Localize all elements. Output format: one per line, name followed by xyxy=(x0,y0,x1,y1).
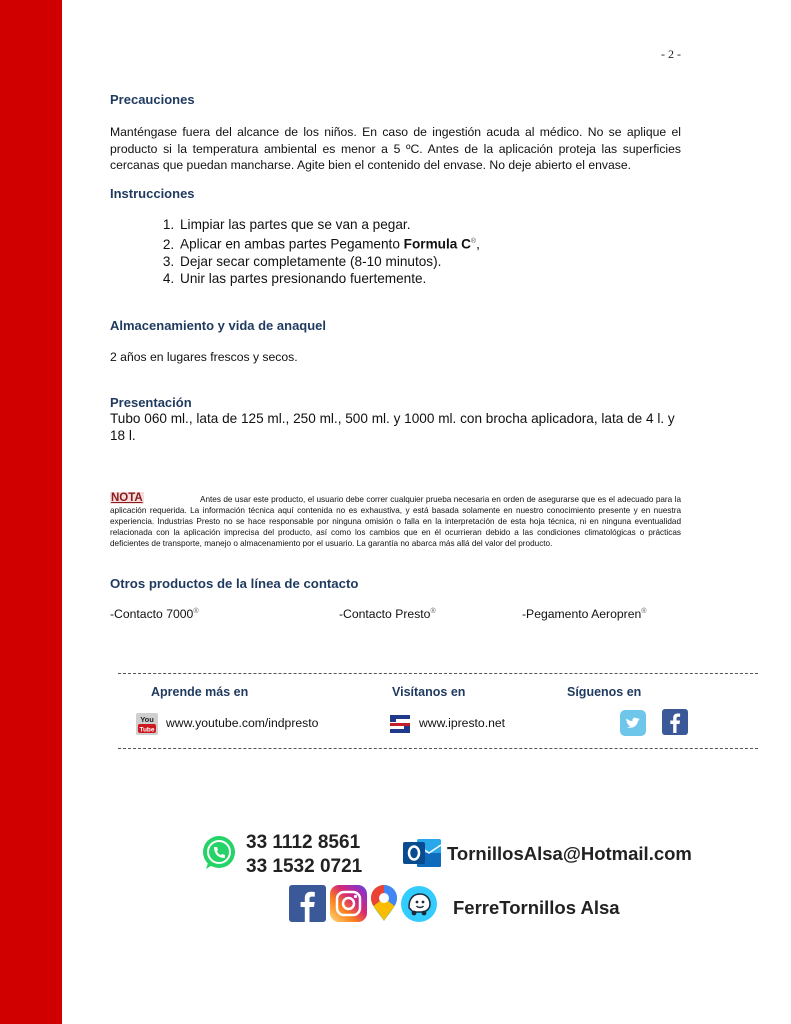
facebook-icon[interactable] xyxy=(289,885,326,927)
precauciones-heading: Precauciones xyxy=(110,92,195,107)
instruction-step: 2. Aplicar en ambas partes Pegamento Formula C®, xyxy=(178,233,598,253)
website-link[interactable]: www.ipresto.net xyxy=(419,716,506,730)
instagram-icon[interactable] xyxy=(330,885,367,927)
red-side-bar xyxy=(0,0,62,1024)
outlook-icon[interactable] xyxy=(403,835,443,876)
presto-logo-icon[interactable] xyxy=(388,712,412,741)
youtube-link[interactable]: www.youtube.com/indpresto xyxy=(166,716,319,730)
formula-c-brand: Formula C xyxy=(403,236,471,252)
presentacion-heading: Presentación xyxy=(110,395,192,410)
instructions-list xyxy=(138,216,598,287)
email-address[interactable]: TornillosAlsa@Hotmail.com xyxy=(447,843,692,864)
almacenamiento-text: 2 años en lugares frescos y secos. xyxy=(110,350,298,364)
phone-number-1[interactable]: 33 1112 8561 xyxy=(246,832,361,853)
google-maps-icon[interactable] xyxy=(369,884,399,927)
instruction-step: 1. Limpiar las partes que se van a pegar. xyxy=(178,216,598,233)
presentacion-text: Tubo 060 ml., lata de 125 ml., 250 ml., 500 ml. y 1000 ml. con brocha aplicadora, lata de 4 l. y 18 l. xyxy=(110,411,675,443)
divider-top xyxy=(118,673,758,674)
siguenos-heading: Síguenos en xyxy=(567,685,642,699)
otros-productos-heading: Otros productos de la línea de contacto xyxy=(110,576,359,591)
product-item: -Contacto 7000® xyxy=(110,607,199,621)
aprende-heading: Aprende más en xyxy=(151,685,249,699)
precauciones-text: Manténgase fuera del alcance de los niños. En caso de ingestión acuda al médico. No se aplique el producto si la temperatura ambiental es menor a 5 ºC. Antes de la aplicación proteja las superficies cercanas que puedan mancharse. Agite bien el contenido del envase. No deje abierto el envase. xyxy=(110,125,681,172)
svg-text:Tube: Tube xyxy=(139,726,155,734)
instrucciones-heading: Instrucciones xyxy=(110,186,195,201)
divider-bottom xyxy=(118,748,758,749)
product-item: -Pegamento Aeropren® xyxy=(522,607,647,621)
product-item: -Contacto Presto® xyxy=(339,607,436,621)
visitanos-heading: Visítanos en xyxy=(392,685,466,699)
svg-text:You: You xyxy=(140,715,154,724)
phone-number-2[interactable]: 33 1532 0721 xyxy=(246,856,363,877)
facebook-icon[interactable] xyxy=(662,709,688,740)
whatsapp-icon[interactable] xyxy=(200,834,238,877)
page-number: - 2 - xyxy=(661,47,681,61)
nota-text: Antes de usar este producto, el usuario debe correr cualquier prueba necesaria en orden de asegurarse que es el adecuado para la aplicación requerida. La información técnica aquí contenida no es exhaustiva, y está basada solamente en nuestro conocimiento presente y en nuestra experiencia. Industrias Presto no se hace responsable por ninguna omisión o falla en la interpretación de esta hoja técnica, ni en ninguna eventualidad relacionada con la aplicación imprecisa del producto, así como los cambios que en él ocurrieran debido a las condiciones climatológicas o prácticas deficientes de transporte, manejo o almacenamiento por el usuario. La garantía no abarca más allá del valor del producto. xyxy=(110,495,681,548)
twitter-icon[interactable] xyxy=(620,710,646,741)
almacenamiento-heading: Almacenamiento y vida de anaquel xyxy=(110,318,327,333)
nota-label: NOTA xyxy=(111,492,143,504)
instruction-step: 4. Unir las partes presionando fuertemente. xyxy=(178,270,598,287)
store-name: FerreTornillos Alsa xyxy=(453,897,620,918)
waze-icon[interactable] xyxy=(400,885,438,928)
youtube-icon[interactable] xyxy=(136,713,158,740)
instruction-step: 3. Dejar secar completamente (8-10 minutos). xyxy=(178,253,598,270)
